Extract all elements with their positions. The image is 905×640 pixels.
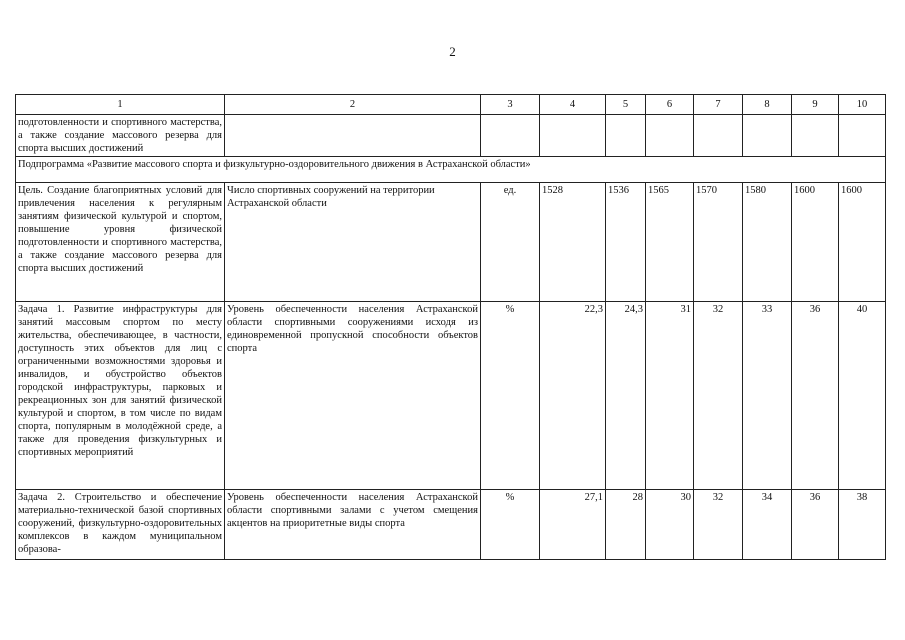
- table-row: [16, 490, 886, 560]
- value-cell: 28: [606, 490, 646, 560]
- value-cell: 1536: [606, 183, 646, 302]
- continuation-row: [16, 115, 886, 157]
- header-cell: 10: [839, 95, 886, 115]
- header-cell: 5: [606, 95, 646, 115]
- header-cell: 4: [540, 95, 606, 115]
- task-text: Задача 1. Развитие инфраструктуры для занятий массовым спортом по месту жительства, обеспечивающее, в частности, доступность этих объектов для лиц с ограниченными возможностями здоровья и инвалидов, и обустройство объектов городской инфраструктуры, парковых и рекреационных зон для занятий физической культурой и спортом, в том числе по видам спорта, популярным в молодёжной среде, а также для проведения физкультурных и спортивных мероприятий: [16, 302, 225, 490]
- value-cell: 24,3: [606, 302, 646, 490]
- indicator-name: Число спортивных сооружений на территории Астраханской области: [225, 183, 481, 302]
- value-cell: 30: [646, 490, 694, 560]
- value-cell: 40: [839, 302, 886, 490]
- value-cell: 1600: [792, 183, 839, 302]
- table-row: [16, 302, 886, 490]
- goal-text: Цель. Создание благоприятных условий для привлечения населения к регулярным занятиям физической культурой и спортом, повышение уровня физической подготовленности и спортивного мастерства, а также создание массового резерва для спорта высших достижений: [16, 183, 225, 302]
- header-cell: 6: [646, 95, 694, 115]
- subprogram-title: Подпрограмма «Развитие массового спорта и физкультурно-оздоровительного движения в Астраханской области»: [16, 157, 886, 183]
- value-cell: 22,3: [540, 302, 606, 490]
- value-cell: 38: [839, 490, 886, 560]
- value-cell: 1570: [694, 183, 743, 302]
- header-cell: 1: [16, 95, 225, 115]
- unit-cell: %: [481, 302, 540, 490]
- value-cell: 32: [694, 490, 743, 560]
- value-cell: 32: [694, 302, 743, 490]
- header-cell: 2: [225, 95, 481, 115]
- value-cell: 36: [792, 302, 839, 490]
- header-cell: 8: [743, 95, 792, 115]
- subprogram-row: [16, 157, 886, 183]
- value-cell: 1580: [743, 183, 792, 302]
- value-cell: 1528: [540, 183, 606, 302]
- value-cell: 33: [743, 302, 792, 490]
- value-cell: 36: [792, 490, 839, 560]
- unit-cell: %: [481, 490, 540, 560]
- value-cell: 1565: [646, 183, 694, 302]
- header-cell: 9: [792, 95, 839, 115]
- page-number: 2: [449, 44, 456, 59]
- unit-cell: ед.: [481, 183, 540, 302]
- table-row: [16, 183, 886, 302]
- value-cell: 31: [646, 302, 694, 490]
- header-cell: 7: [694, 95, 743, 115]
- indicator-name: Уровень обеспеченности населения Астраханской области спортивными залами с учетом смещения акцентов на приоритетные виды спорта: [225, 490, 481, 560]
- header-cell: 3: [481, 95, 540, 115]
- goal-text: подготовленности и спортивного мастерства, а также создание массового резерва для спорта высших достижений: [16, 115, 225, 157]
- indicator-name: Уровень обеспеченности населения Астраханской области спортивными сооружениями исходя из единовременной пропускной способности объектов спорта: [225, 302, 481, 490]
- task-text: Задача 2. Строительство и обеспечение материально-технической базой спортивных сооружений, физкультурно-оздоровительных комплексов в каждом муниципальном образова-: [16, 490, 225, 560]
- header-row: [16, 95, 886, 115]
- value-cell: 1600: [839, 183, 886, 302]
- value-cell: 34: [743, 490, 792, 560]
- value-cell: 27,1: [540, 490, 606, 560]
- indicators-table: [15, 94, 886, 560]
